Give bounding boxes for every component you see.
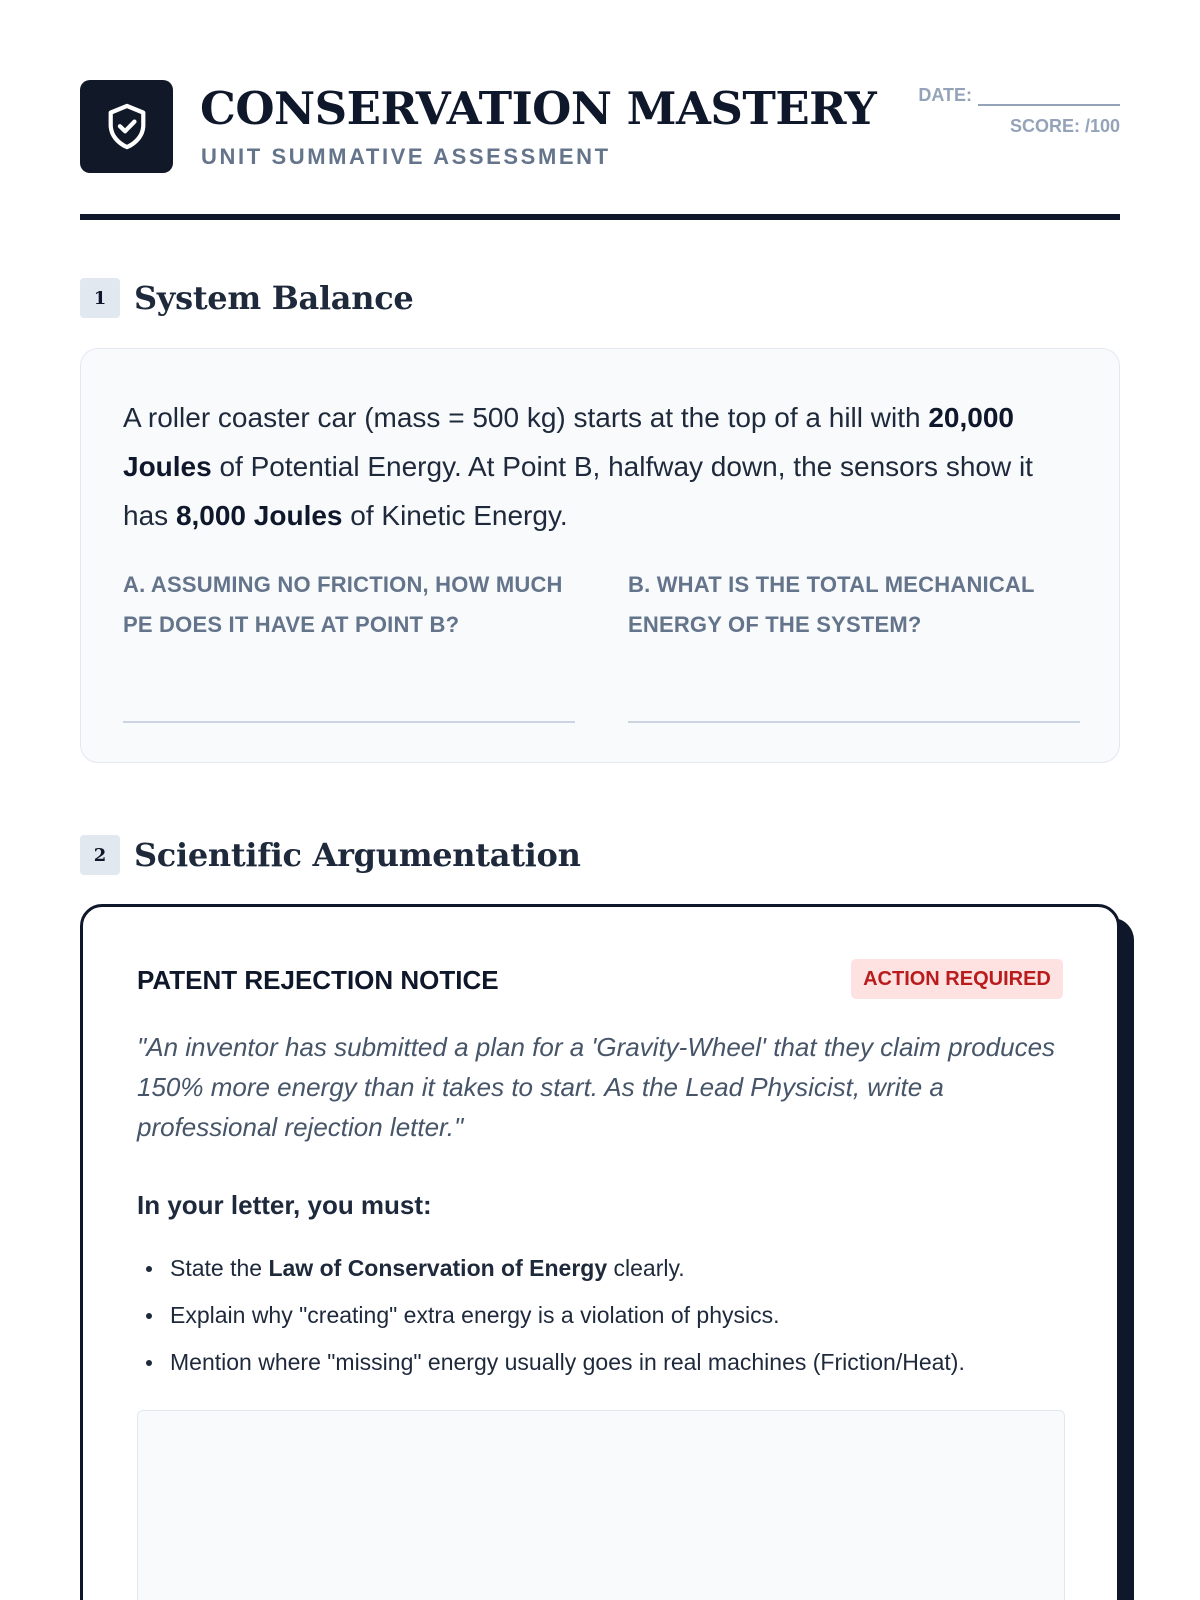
answer-b-line[interactable] <box>628 721 1080 723</box>
requirement-item: State the Law of Conservation of Energy clearly. <box>137 1245 965 1292</box>
question-b: B. WHAT IS THE TOTAL MECHANICAL ENERGY OF THE SYSTEM? <box>628 572 1035 637</box>
shield-check-icon <box>104 102 150 152</box>
requirement-item: Mention where "missing" energy usually goes in real machines (Friction/Heat). <box>137 1339 965 1386</box>
notice-title: PATENT REJECTION NOTICE <box>137 965 499 995</box>
score-label: SCORE: /100 <box>1009 116 1120 136</box>
header-divider <box>80 214 1120 220</box>
section-1-heading <box>80 278 413 318</box>
requirements-list <box>137 1245 965 1386</box>
section-2-heading <box>80 835 581 875</box>
action-required-badge: ACTION REQUIRED <box>851 959 1063 999</box>
section-2-number: 2 <box>80 835 120 875</box>
patent-notice-card <box>80 904 1120 1600</box>
problem-prompt: A roller coaster car (mass = 500 kg) starts at the top of a hill with 20,000 Joules of Potential Energy. At Point B, halfway down, the sensors show it has 8,000 Joules of Kinetic Energy. <box>123 402 1033 531</box>
question-a: A. ASSUMING NO FRICTION, HOW MUCH PE DOES IT HAVE AT POINT B? <box>123 572 563 637</box>
requirement-item: Explain why "creating" extra energy is a violation of physics. <box>137 1292 965 1339</box>
section-2-title: Scientific Argumentation <box>134 836 581 874</box>
worksheet-header <box>80 80 1120 220</box>
section-1-title: System Balance <box>134 279 414 317</box>
worksheet-page <box>80 0 1120 1600</box>
scenario-quote: "An inventor has submitted a plan for a 'Gravity-Wheel' that they claim produces 150% more energy than it takes to start. As the Lead Physicist, write a professional rejection letter." <box>137 1032 1056 1142</box>
meta-block <box>918 82 1120 137</box>
system-balance-card <box>80 348 1120 763</box>
date-label: DATE: <box>918 85 972 105</box>
page-subtitle: UNIT SUMMATIVE ASSESSMENT <box>201 144 611 169</box>
letter-response-box[interactable] <box>137 1410 1065 1600</box>
date-blank[interactable] <box>978 88 1120 106</box>
page-title: CONSERVATION MASTERY <box>200 82 877 135</box>
section-1-number: 1 <box>80 278 120 318</box>
logo <box>80 80 173 173</box>
requirements-label: In your letter, you must: <box>137 1190 432 1220</box>
answer-a-line[interactable] <box>123 721 575 723</box>
